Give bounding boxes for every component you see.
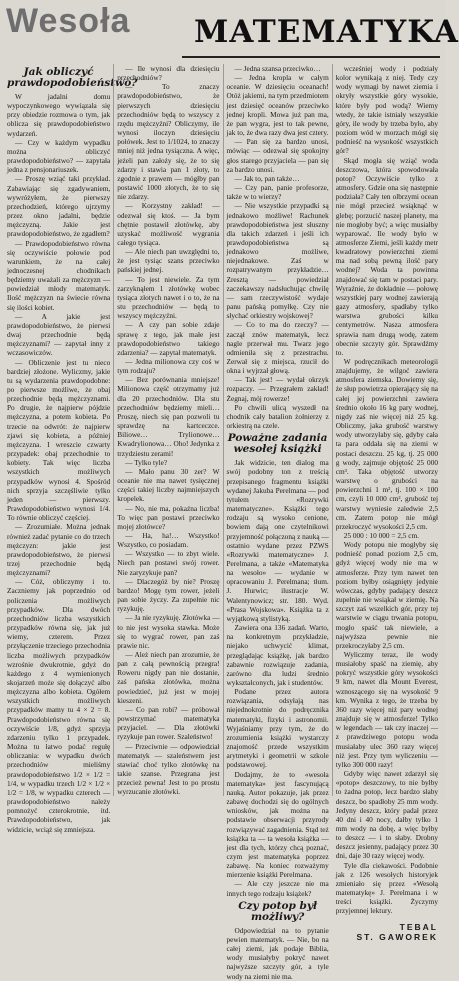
article-paragraph: — Czy pan, panie profesorze, także w to wierzy?: [226, 183, 329, 202]
article-paragraph: — Dlaczegóż by nie? Proszę bardzo! Mogę tym rower, jeżeli pan sobie życzy. Za zupełnie nic ryzykuję.: [117, 576, 220, 614]
article-paragraph: Podane przez autora rozwiązania, odsyłają nas niejednokrotnie do podręcznika matematyki, fizyki i astronomii. Wyjaśniamy przy tym, że do zrozumienia książki wystarczy znajomość przede wszystkim arytmetyki i geometrii w szkole podstawowej.: [226, 687, 329, 770]
column-2: [113, 64, 222, 796]
article-paragraph: — Tak jest! — wydał okrzyk rozpaczy. — Przegrałem zakład! Żegnaj, mój rowerze!: [226, 375, 329, 403]
article-paragraph: Dodajmy, że to «wesoła matematyka» jest fascynującą nauką. Autor pokazuje, jak przez zabawę dochodzi się do ogólnych wniosków, jak można na podstawie obserwacji przyrody rozwiązywać zagadnienia. Stąd też książka ta — ta wesoła książka — jest dla tych, którzy chcą poznać, czym jest matematyka poprzez zabawę. Na koniec rozważymy mierzenie książki Perelmana.: [226, 769, 329, 880]
article-paragraph: — Ja nie ryzykuję. Złotówka — to nie jest wysoka stawka. Może się to wygrać rower, pan zaś prawie nic.: [117, 613, 220, 650]
article-paragraph: — Ha, ha!… Wszystko! Wszystko, co posiadam.: [117, 530, 220, 550]
section-heading: Poważne zadania wesołej książki: [227, 432, 328, 456]
article-paragraph: — No, nie ma, pokaźna liczba! To więc pan postawi przeciwko mojej złotówce?: [117, 503, 220, 531]
article-paragraph: 25 000 : 10 000 = 2,5 cm.: [343, 530, 420, 540]
article-paragraph: Wyliczmy teraz, ile wody musiałoby spaść na ziemię, aby pokryć wszystkie góry wysokości 9 km, nawet dla Mount Everest, wznoszącego się na wysokość 9 km. Wynika z tego, że trzeba by 360 razy więcej niż pary wodnej znajduje się w atmosferze! Tylko w legendach — tak czy inaczej — z prawdziwego potopu woda musiałaby ulec 360 razy więcej niż jest. Przy tym wyliczeniu — tylko 300 000 razy!: [335, 650, 438, 769]
article-paragraph: — Ale czy jeszcze nie ma innych tego rodzaju książek?: [226, 879, 329, 898]
article-paragraph: — Jedna szansa przeciwko…: [234, 64, 321, 73]
byline-name: ST. GAWOREK: [356, 931, 438, 942]
article-paragraph: — Tylko tyle?: [125, 457, 168, 467]
article-paragraph: Skąd mogła się wziąć woda deszczowa, która spowodowała potop? Oczywiście tylko z atmosfery. Gdzie ona się następnie podziała? Cały ten olbrzymi ocean nie mógł przecież wsiąknąć w glebę; porzucić naszej planety, ma nie mogłoby być; a więc musiałby wyparować. Ile wody było w atmosferze Ziemi, jeśli każdy metr kwadratowy powierzchni ziemi ma nad sobą pewną ilość pary wodnej? Woda ta powinna znajdować się tam w postaci pary. Wyraźnie, że dokładnie — połowę wszystkiej pary wodnej zawierają gazy atmosfery, spadłaby tylko warstwa grubości kilku centymetrów. Nasza atmosfera sprawia nam drugą wodę, zatem obecnie szczyty gór. Sprawdźmy to.: [335, 155, 438, 357]
masthead-wesola-title: Wesoła: [6, 2, 131, 40]
article-paragraph: — Ale niech pan uwzględni to, że jest tysiąc szans przeciwko pańskiej jednej.: [117, 247, 220, 275]
masthead-rule: [182, 56, 440, 58]
article-paragraph: — Co pan robi? — próbował powstrzymać matematyka przyjaciel. — Dla złotówki ryzykuje pan rower. Szaleństwo!: [117, 704, 220, 742]
article-paragraph: Wody potopu nie mogłyby się podnieść ponad poziom 2,5 cm, gdyż więcej wody nie ma w atmosferze. Przy tym nawet ten poziom byłby osiągnięty jedynie wówczas, gdyby padający deszcz zupełnie nie wsiąkał w ziemię. Na szczyt zaś wszelkich gór, przy tej warstwie w ciągu trwania potopu, mogło spaść tak niewiele, a najwyższa pewnie nie przekroczyłaby 2,5 cm.: [335, 540, 438, 650]
column-1: [4, 64, 138, 834]
article-paragraph: Po chwili ulicą wyszedł na chodnik cały batalion żołnierzy z orkiestrą na czele.: [226, 402, 329, 431]
section-heading: Jak obliczyć prawdopodobieństwo?: [7, 66, 138, 89]
article-paragraph: wcześniej wody i podziały kolor wynikają z niej. Tedy czy wody wymagi by nawet ziemia i okryły wszystkie góry wysokie, które były pod wodą? Wiemy wtedy, że takie istniały wszystkie góry, ile wody by trzeba było, aby poziom wód w morzach mógł się podnieść na wysokość wszystkich gór?: [335, 64, 438, 156]
author-byline: [336, 922, 438, 942]
column-3: [223, 64, 332, 981]
article-paragraph: — To znaczy prawdopodobieństwo, że pierwszych dziesięciu przechodniów będą to wszyscy z rzędu mężczyźni? Obliczymy, ile wynosi iloczyn dziesięciu połówek. Jest to 1/1024, to znaczy mniej niż jedna tysiączna. A więc, jeżeli pan założy się, że to się zdarzy i stawia pan 1 złoty, to zgodnie z prawem — mógłby pan postawić 1000 złotych, że to się nie zdarzy.: [117, 82, 220, 202]
article-paragraph: — Cóż, obliczymy i to. Zaczniemy jak poprzednio od policzenia możliwych przypadków. Dla dwóch przechodniów liczba wszystkich przypadków równa się, jak już wiemy, czterem. Przez przyłączenie trzeciego przechodnia liczba możliwych przypadków wzrośnie dwukrotnie, gdyż do każdego z 4 wymienionych skojarzeń może się dołączyć albo mężczyzna albo kobieta. Ogółem wszystkich możliwych przypadków mamy tu 4 × 2 = 8. Prawdopodobieństwo równa się oczywiście 1/8, gdyż sprzyja zdarzeniu tylko 1 przypadek. Można tu łatwo podać regułę obliczania: w wypadku dwóch przechodniów mieliśmy prawdopodobieństwo 1/2 × 1/2 = 1/4, w wypadku trzech 1/2 × 1/2 × 1/2 = 1/8, w wypadku czterech — prawdopodobieństwo należy pomnożyć czterokrotnie, itd. Prawdopodobieństwo, jak widzicie, wciąż się zmniejsza.: [7, 577, 111, 834]
article-paragraph: — Zrozumiałe. Można jednak również zadać pytanie co do trzech mężczyzn: jakie jest prawdopodobieństwo, że pierwsi trzej przechodnie będą mężczyznami?: [7, 522, 111, 578]
byline-top: TEBAL: [399, 921, 438, 932]
masthead: [0, 0, 459, 62]
article-paragraph: — A jakie jest prawdopodobieństwo, że pierwsi dwaj przechodnie będą mężczyznami? — zapytał inny z wczasowiczów.: [7, 311, 111, 358]
article-paragraph: — A czy pan sobie zdaje sprawę z tego, jak małe jest prawdopodobieństwo takiego zdarzenia? — zapytał matematyk.: [117, 320, 220, 357]
article-paragraph: — Proszę wziąć taki przykład. Zabawiając się zgadywaniem, wywróżyłem, że pierwszy przechodzień, którego ujrzymy przez okno jadalni, będzie mężczyzną. Jakie jest prawdopodobieństwo, że zgadłem?: [7, 174, 111, 239]
article-paragraph: — Ależ niech pan zrozumie, że pan z całą pewnością przegra! Roweru nigdy pan nie dostanie, zaś pańska złotówka, można powiedzieć, już jest w mojej kieszeni.: [117, 650, 220, 705]
article-paragraph: — Czy w każdym wypadku można obliczyć prawdopodobieństwo? — zapytała jedna z pensjonariuszek.: [7, 137, 111, 175]
article-paragraph: Zawiera ona 136 zadań. Warto, na konkretnym przykładzie, niejako uchwycić klimat, przeglądając książkę, jak bardzo zabawnie rozwiązuje zadania, zarówno dla ludzi średnio wykształconych, jak i studentów.: [226, 623, 329, 687]
article-paragraph: W podręcznikach meteorologii znajdujemy, że wilgoć zawiera atmosfera ziemska. Dowiemy się, że słup powietrza opierający się na całej jej powierzchni zawiera średnio około 16 kg pary wodnej, nigdy zaś nie więcej niż 25 kg. Obliczmy, jaka grubość warstwy wody utworzyłaby się, gdyby cała ta para oddała się na ziemi w postaci deszczu. 25 kg, tj. 25 000 g wody, zajmuje objętość 25 000 cm³. Taka objętość utworzy warstwę o grubości na powierzchni 1 m², tj. 100 × 100 cm, czyli 10 000 cm², grubość tej warstwy wyniesie zaledwie 2,5 cm. Zatem potop nie mógł przekroczyć wysokości 2,5 cm.: [335, 357, 438, 531]
article-paragraph: — Nie wszystkie przypadki są jednakowo możliwe! Rachunek prawdopodobieństwa jest słuszny dla takich zdarzeń i jeśli ich prawdopodobieństwa są jednakowo możliwe, niejednakowe. Zaś w rozpatrywanym przykładzie… Zresztą — powiedział zaczekawszy nadsłuchując chwilę — sam rzeczywistość wydaje panu pańską pomyłkę. Czy nie słychać orkiestry wojskowej?: [226, 201, 329, 321]
article-paragraph: Gdyby więc nawet zdarzył się «potop» deszczowy, to nie byłby to żadna potop, lecz bardzo słaby deszcz, bo spadłoby 25 mm wody. Jedyny deszcz, który padał przez 40 dni i 40 nocy, dałby tylko 1 mm wody na dobę, a więc byłby to deszcz — i to słaby. Drobny deszcz jesienny, padający przez 30 dni, daje 30 razy więcej wody.: [335, 769, 438, 861]
article-columns: [4, 64, 441, 981]
article-paragraph: — Jedna kropla w całym oceanie. W dziesięciu oceanach! Otóż jakiemi, na tym przedmiotem jest dziesięć oceanów przeciwko jednej kropli. Mowa już pan ma, że pan wygra, jest to tak pewne, jak to, że dwa razy dwa jest cztery.: [226, 73, 329, 138]
article-paragraph: — Bez porównania mniejsze! Milionowa część otrzymamy już dla 20 przechodniów. Dla stu przechodniów będziemy mieli… Proszę, niech się pan pozwoli tu sprawdzę na kartceczce. Biliowe… Trylionowe… Kwadrylionowa… Oho! Jedynka z trzydziestu zerami!: [117, 375, 220, 458]
masthead-matematyka-title: MATEMATYKA: [194, 14, 459, 50]
section-heading: Czy potop był możliwy?: [238, 899, 317, 923]
article-paragraph: — Pan się za bardzo unosi, mówiąc — odezwał się spokojny głos starego przyjaciela — pan się za bardzo unosi.: [226, 137, 329, 174]
article-paragraph: Jak widzicie, ten dialog ma swój podobny ton z treścią przepisanego fragmentu książki wydanej Jakuba Perelmana — pod tytułem «Rozrywki matematyczne». Książki tego rodzaju są wysoko cenione, bowiem dają one czytelnikowi przyjemność połączoną z nauką — ostatnio wydane przez PZWS «Rozrywki matematyczne» J. Perelmana, a także «Matematyka na wesoło» — wydanie w opracowaniu J. Perelmana; tłum. J. Hurwic; ilustracje W. Walentynowicz; str. 180. Wyd. «Prasa Wojskowa». Książka ta z wyjątkową stylistyką.: [226, 458, 329, 623]
article-paragraph: — Ile wynosi dla dziesięciu przechodniów?: [117, 64, 220, 83]
article-paragraph: — Przeciwnie — odpowiedział matematyk — szaleństwem jest stawiać choć tylko złotówkę na takie szanse. Przegrana jest przecież pewna! Jest to po prostu wyrzucanie złotówki.: [117, 741, 220, 797]
article-paragraph: — Jak to, pan także…: [234, 173, 300, 183]
article-paragraph: Tyle dla ciekawości. Podobnie jak z 126 wesołych historyjek zmieniało się przez «Wesołą matematykę» J. Perelmana i w treści książki. Życzymy przyjemnej lektury.: [335, 860, 438, 916]
column-4: [332, 64, 441, 942]
article-paragraph: — Korzystny zakład! — odezwał się ktoś. — Ja bym chętnie postawił złotówkę, aby uzyskać możliwość wygrania całego tysiąca.: [117, 201, 220, 247]
article-paragraph: — Co to ma do rzeczy? — zaczął znów matematyk, lecz nagle przerwał mu. Twarz jego odmieniła się z przestrachu. Zerwał się z miejsca, rzucił do okna i wyjrzał głową.: [226, 320, 329, 376]
article-paragraph: — Mało panu 30 zer? W oceanie nie ma nawet tysięcznej części takiej liczby najmniejszych kropelek.: [117, 466, 220, 504]
article-paragraph: W jadalni domu wypoczynkowego wywiązała się przy obiedzie rozmowa o tym, jak oblicza się prawdopodobieństwo wydarzeń.: [7, 92, 111, 138]
article-paragraph: — Prawdopodobieństwo równa się oczywiście połowie pod warunkiem, że na całej jednoczesnej chodnikach będziemy uważali za mężczyzn — powiedział młody matematyk. Ilość mężczyzn na świecie równa się ilości kobiet.: [7, 238, 111, 312]
article-paragraph: — Obliczenie jest tu nieco bardziej złożone. Wyliczmy, jakie tu są wydarzenia prawdopodobne: po pierwsze możliwe, że obaj przechodnie będą mężczyznami. Po drugie, że najpierw pójdzie mężczyzna, a potem kobieta. Po trzecie na odwrót: że najpierw zjawi się kobieta, a później mężczyzna. I wreszcie czwarty przypadek: obaj przechodnie to kobiety. Tak więc liczba wszystkich możliwych przypadków wynosi 4. Spośród nich sprzyja szczęśliwie tylko jeden — pierwszy. Prawdopodobieństwo wynosi 1/4. To równie obliczyć częściej.: [7, 357, 111, 523]
article-paragraph: Odpowiedział na to pytanie pewien matematyk. — Nie, bo na całej ziemi, jak podaje Biblia, wody musiałyby pokryć nawet najwyższe szczyty gór, a tyle wody na ziemi nie ma.: [226, 925, 329, 981]
article-paragraph: — Wszystko — to zbyt wiele. Niech pan postawi swój rower. Nie zaryzykuje pan?: [117, 549, 220, 577]
article-paragraph: — Jedna milionowa czy coś w tym rodzaju?: [117, 357, 220, 376]
article-paragraph: — To jest niewiele. Za tym zarzyknąłem 1 złotówkę wobec tysiąca złotych nawet i o to, że na stu przechodniów — będą to wszyscy mężczyźni.: [117, 274, 220, 321]
